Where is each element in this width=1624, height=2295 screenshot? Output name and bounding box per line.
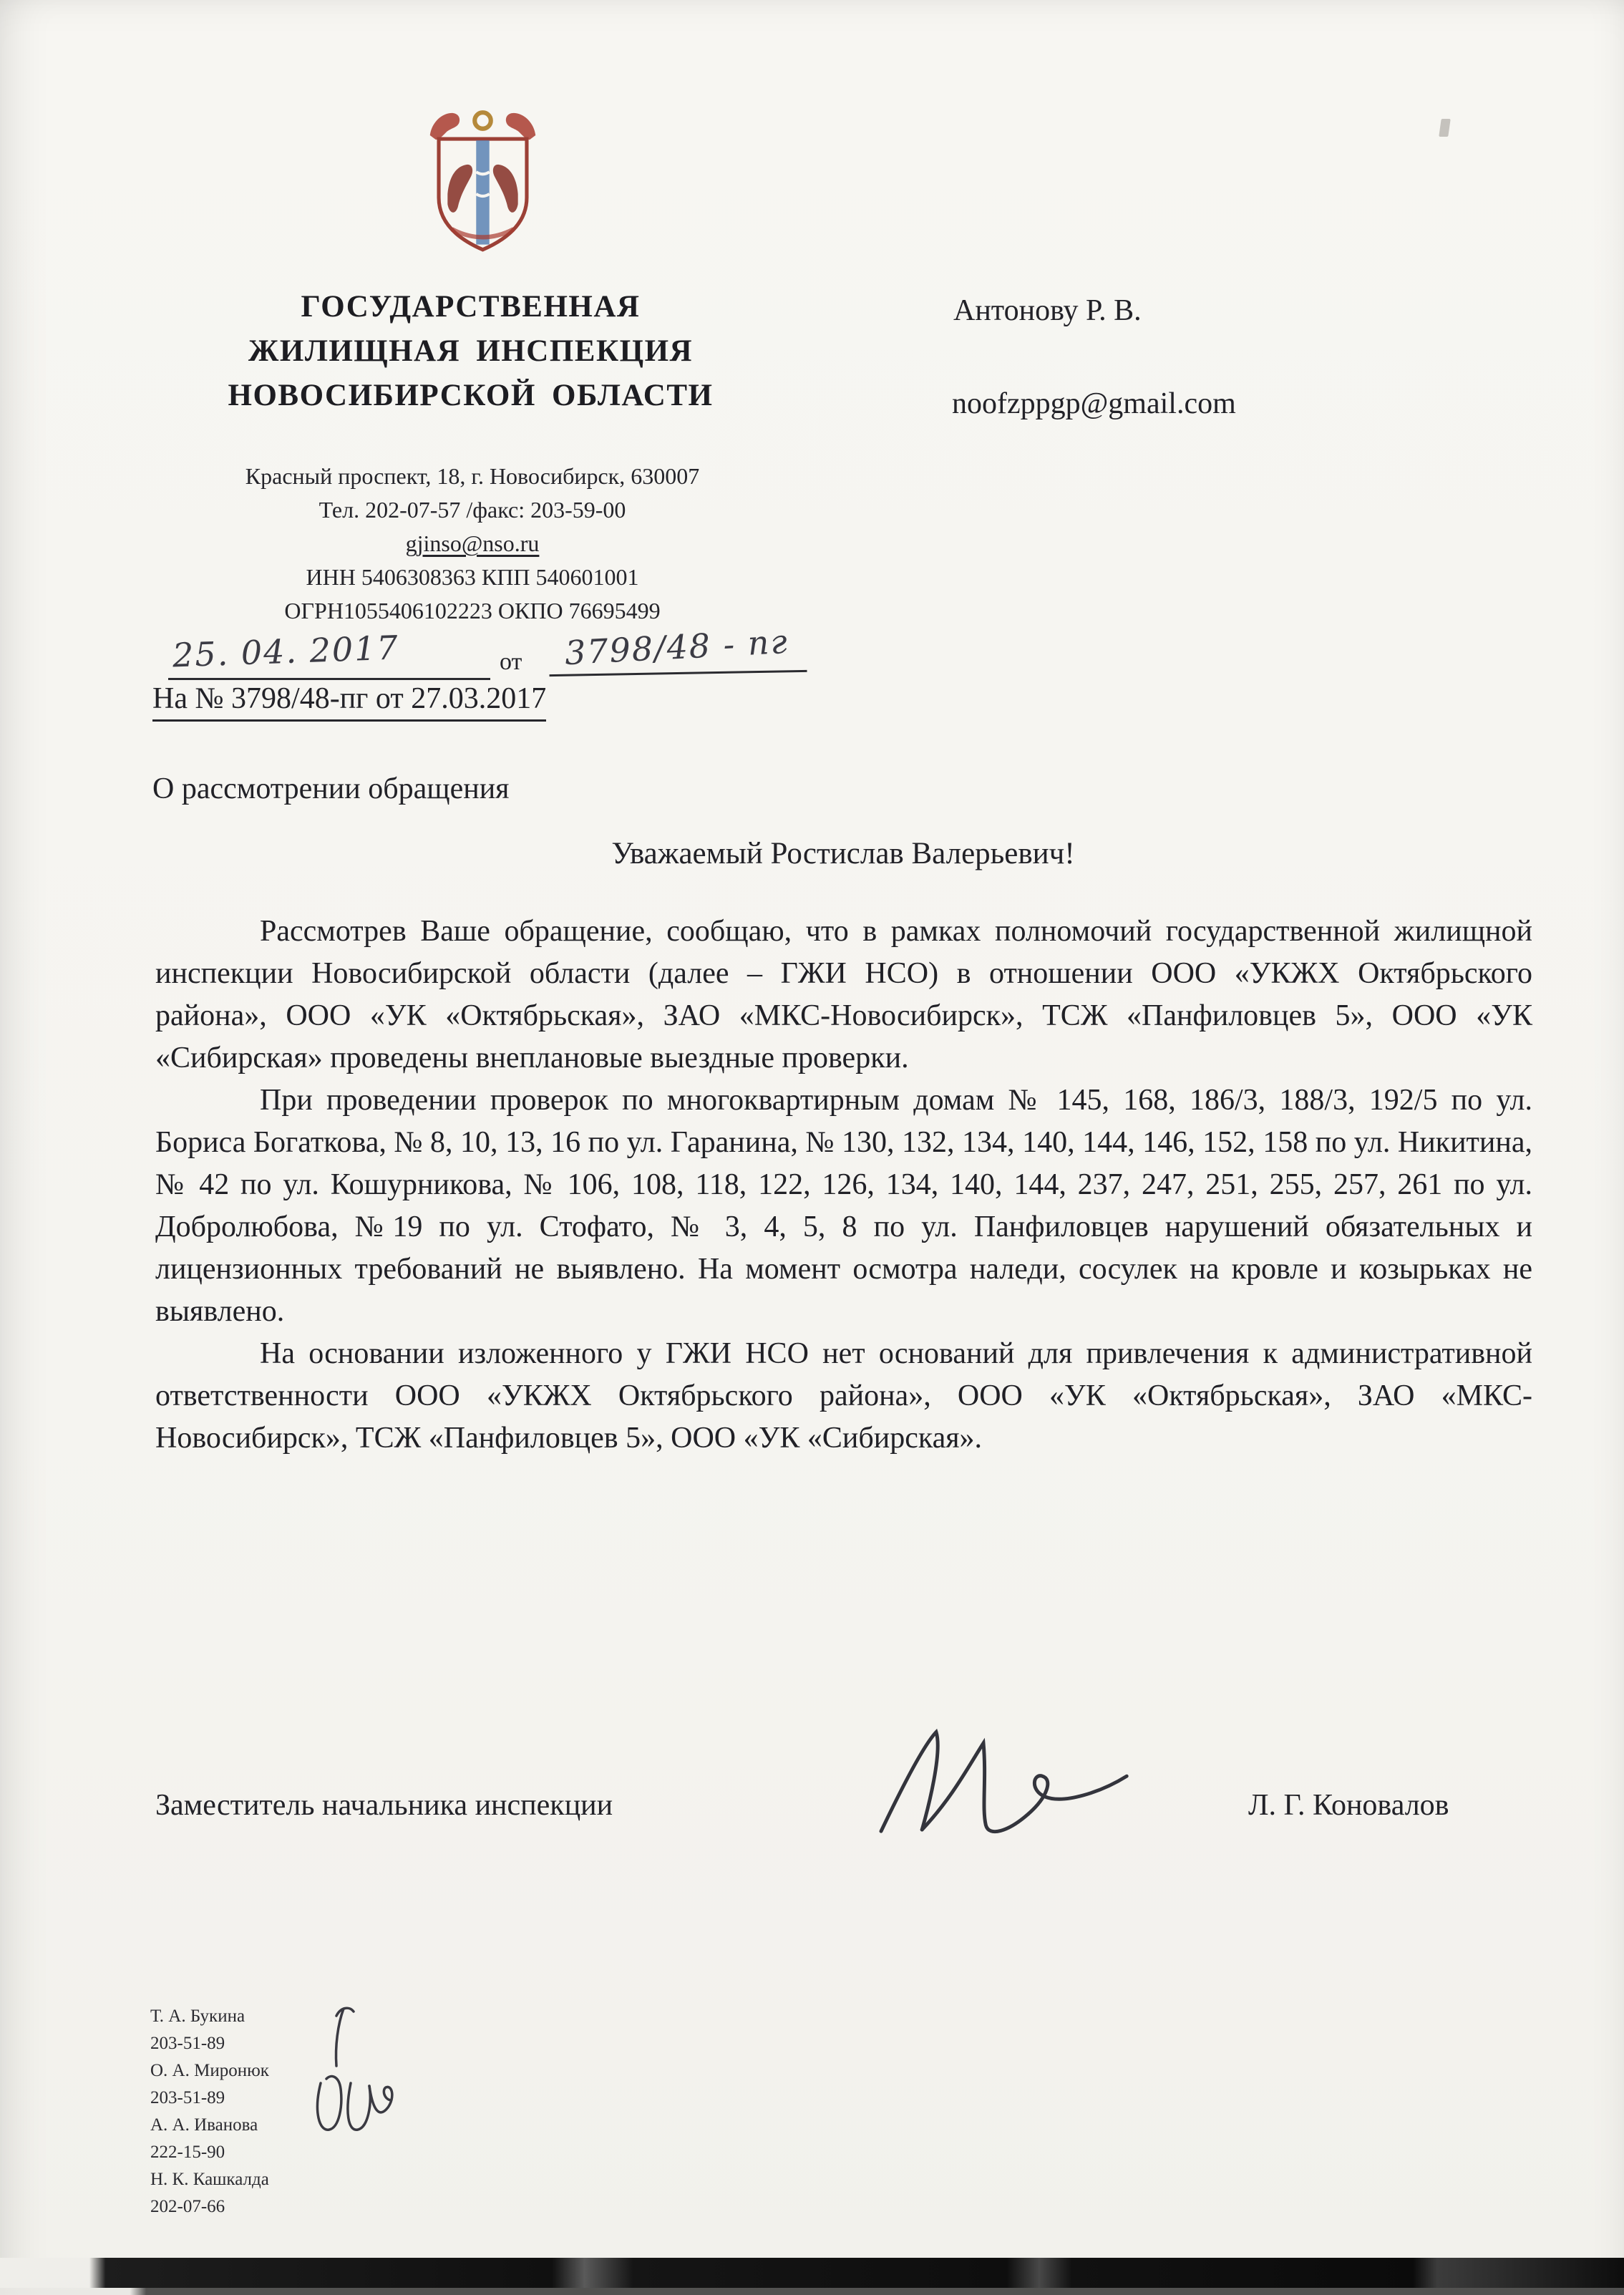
letterhead-address: Красный проспект, 18, г. Новосибирск, 630007 (245, 463, 700, 489)
salutation: Уважаемый Ростислав Валерьевич! (611, 837, 1075, 870)
outgoing-date-line (168, 628, 490, 680)
contact-name: Н. К. Кашкалда (150, 2170, 269, 2189)
contact-phone: 203-51-89 (150, 2088, 225, 2107)
letterhead-inn-kpp: ИНН 5406308363 КПП 540601001 (306, 564, 639, 590)
letterhead-email: gjinso@nso.ru (405, 530, 540, 556)
letterhead-details (125, 460, 820, 628)
org-name (118, 285, 823, 418)
recipient-email: noofzppgp@gmail.com (952, 387, 1236, 420)
org-name-line-3: НОВОСИБИРСКОЙ ОБЛАСТИ (228, 379, 714, 412)
contact-name: А. А. Иванова (150, 2115, 258, 2135)
handwritten-date: 25. 04. 2017 (172, 628, 400, 675)
paragraph-3: На основании изложенного у ГЖИ НСО нет оснований для привлечения к административной ответственности ООО «УКЖХ Октябрьского района», ООО «УК «Октябрьская», ЗАО «МКС-Новосибирск», ТСЖ «Панфиловцев 5», ООО «УК «Сибирская». (155, 1337, 1532, 1455)
scan-edge-strip (0, 2288, 1624, 2295)
scan-edge-band (0, 2258, 1624, 2288)
letterhead-ogrn-okpo: ОГРН1055406102223 ОКПО 76695499 (284, 598, 661, 624)
signer-name: Л. Г. Коновалов (1248, 1789, 1449, 1822)
reply-reference: На № 3798/48-пг от 27.03.2017 (152, 681, 546, 722)
recipient-name: Антонову Р. В. (953, 294, 1142, 327)
org-name-line-1: ГОСУДАРСТВЕННАЯ (301, 290, 641, 324)
scan-artifact (1439, 119, 1451, 137)
from-label: от (500, 649, 522, 675)
contact-phone: 202-07-66 (150, 2197, 225, 2216)
signature-icon (848, 1704, 1134, 1861)
paragraph-2: При проведении проверок по многоквартирным домам № 145, 168, 186/3, 188/3, 192/5 по ул. Бориса Богаткова, № 8, 10, 13, 16 по ул. Гаранина, № 130, 132, 134, 140, 144, 146, 152, 158 по ул. Никитина, № 42 по ул. Кошурникова, № 106, 108, 118, 122, 126, 134, 140, 144, 237, 247, 251, 255, 257, 261 по ул. Добролюбова, №19 по ул. Стофато, № 3, 4, 5, 8 по ул. Панфиловцев нарушений обязательных и лицензионных требований не выявлено. На момент осмотра наледи, сосулек на кровле и козырьках не выявлено. (155, 1084, 1532, 1328)
contact-name: О. А. Миронюк (150, 2061, 269, 2080)
contact-phone: 203-51-89 (150, 2034, 225, 2053)
outgoing-ref-row (168, 621, 812, 680)
coat-of-arms-icon (409, 106, 556, 256)
signer-position: Заместитель начальника инспекции (155, 1789, 613, 1822)
org-name-line-2: ЖИЛИЩНАЯ ИНСПЕКЦИЯ (248, 334, 694, 368)
contact-name: Т. А. Букина (150, 2007, 245, 2026)
letterhead-phone-fax: Тел. 202-07-57 /факс: 203-59-00 (319, 497, 626, 523)
paragraph-1: Рассмотрев Ваше обращение, сообщаю, что в рамках полномочий государственной жилищной инспекции Новосибирской области (далее – ГЖИ НСО) в отношении ООО «УКЖХ Октябрьского района», ООО «УК «Октябрьская», ЗАО «МКС-Новосибирск», ТСЖ «Панфиловцев 5», ООО «УК «Сибирская» проведены внеплановые выездные проверки. (155, 915, 1532, 1074)
contact-phone: 222-15-90 (150, 2143, 225, 2162)
letter-body (155, 911, 1532, 1460)
executor-contacts (150, 2003, 269, 2221)
handwritten-initials-icon (299, 1999, 414, 2149)
outgoing-number-line (548, 621, 807, 676)
handwritten-number: 3798/48 - пг (563, 621, 789, 673)
subject-line: О рассмотрении обращения (152, 772, 510, 805)
